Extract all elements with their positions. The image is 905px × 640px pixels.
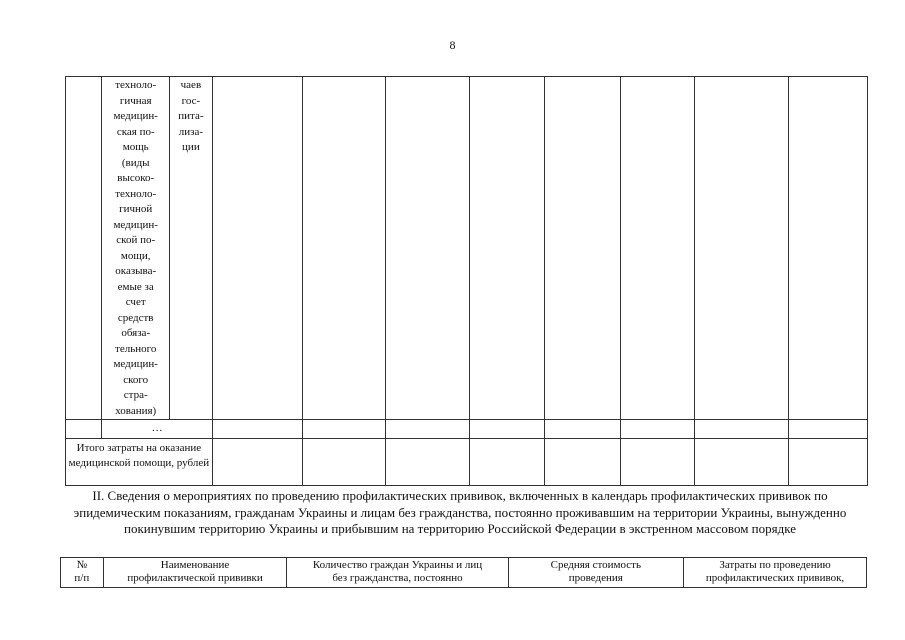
table-cell-empty [385,439,469,486]
header-citizens-count: Количество граждан Украины и лиц без гражданства, постоянно [287,558,508,588]
table-cell-empty [694,439,788,486]
table-cell-empty [66,77,102,420]
table-cell-empty [385,77,469,420]
table-cell-empty [385,420,469,439]
header-vaccination-costs: Затраты по проведению профилактических прививок, [684,558,867,588]
section-heading: II. Сведения о мероприятиях по проведению профилактических прививок, включенных в календарь профилактических прививок по эпидемическим показаниям, гражданам Украины и лицам без гражданства, постоянно проживавшим на территории Украины, вынужденно покинувшим территорию Украины и прибывшим на территорию Российской Федерации в экстренном массовом порядке [73,488,847,536]
table-cell-empty [789,439,868,486]
table-cell-empty [212,77,303,420]
table-cell-empty [621,439,695,486]
table-cell-empty [694,420,788,439]
table-cell-empty [303,420,386,439]
header-vaccine-name: Наименование профилактической прививки [103,558,287,588]
table-cell-empty [621,77,695,420]
table-row [66,77,868,420]
ellipsis-cell: … [102,420,212,439]
medical-costs-table [65,76,868,486]
table-cell-empty [694,77,788,420]
table-cell-empty [545,439,621,486]
table-cell-empty [469,439,545,486]
table-cell-empty [621,420,695,439]
table-cell-empty [66,420,102,439]
page-number: 8 [449,38,456,52]
table-cell-empty [789,77,868,420]
table-cell-empty [212,439,303,486]
vaccination-table [60,557,867,588]
service-type-cell: техноло- гичная медицин- ская по- мощь (виды высоко- техноло- гичной медицин- ской по- мощи, оказыва- емые за счет средств обяза- тельного медицин- ского стра- хования) [102,77,170,420]
table-cell-empty [545,420,621,439]
table-header-row [61,558,867,588]
unit-cell: чаев гос- пита- лиза- ции [170,77,213,420]
table-cell-empty [303,77,386,420]
table-cell-empty [212,420,303,439]
table-cell-empty [789,420,868,439]
table-cell-empty [469,77,545,420]
table-row [66,420,868,439]
table-cell-empty [303,439,386,486]
table-cell-empty [545,77,621,420]
total-label-cell: Итого затраты на оказание медицинской помощи, рублей [66,439,213,486]
header-number: № п/п [61,558,104,588]
table-row-total [66,439,868,486]
header-average-cost: Средняя стоимость проведения [508,558,684,588]
table-cell-empty [469,420,545,439]
